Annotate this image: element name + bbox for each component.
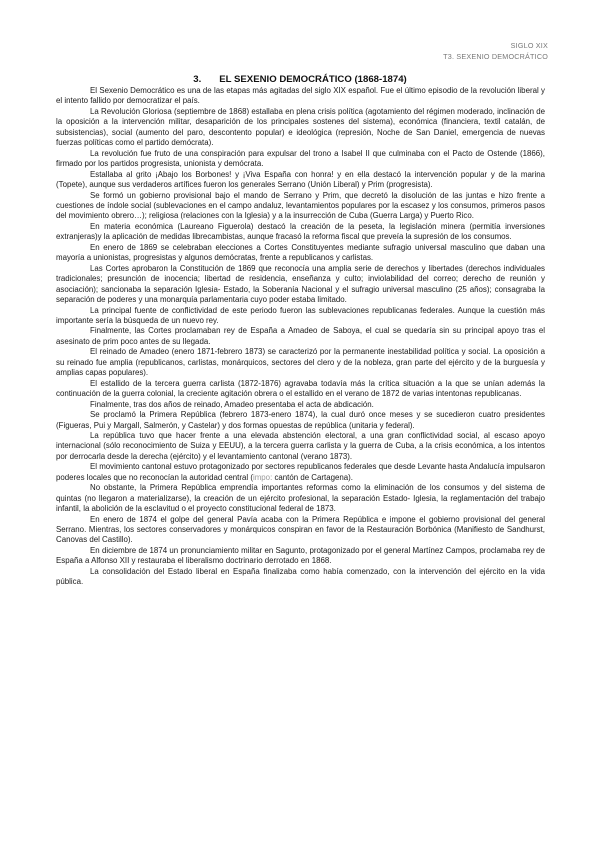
paragraph-economia: En materia económica (Laureano Figuerola) destacó la creación de la peseta, la legislación minera (permitía inversiones extranjeras)y la aplicación de medidas librecambistas, aunque fracasó la reforma fiscal que preveía la supresión de los consumos. [56, 221, 545, 242]
paragraph-primera-republica: Se proclamó la Primera República (febrero 1873-enero 1874), la cual duró once meses y se sucedieron cuatro presidentes (Figueras, Pui y Margall, Salmerón, y Castelar) y dos formas opuestas de república (unitaria y federal). [56, 410, 545, 430]
paragraph-cantonal [56, 462, 545, 483]
paragraph-revolucion-gloriosa: La Revolución Gloriosa (septiembre de 1868) estallaba en plena crisis política (agotamiento del régimen moderado, inclinación de la oposición a la intervención militar, desaparición de los principales sostenes del sistema), económica (financiera, textil catalán, de subsistencias), social (aumento del paro, descontento popular) e ideológica (represión, Noche de San Daniel, emergencia de nuevas fuerzas políticas como el partido demócrata). [56, 106, 545, 148]
header-topic: T3. SEXENIO DEMOCRÁTICO [443, 52, 548, 61]
paragraph-elecciones-1869: En enero de 1869 se celebraban elecciones a Cortes Constituyentes mediante sufragio universal masculino que daban una mayoría a unionistas, progresistas y algunos demócratas, frente a republicanos y carlistas. [56, 242, 545, 263]
section-number: 3. [193, 74, 202, 85]
section-title-text: EL SEXENIO DEMOCRÁTICO (1868-1874) [219, 74, 407, 85]
paragraph-reformas: No obstante, la Primera República emprendía importantes reformas como la eliminación de los consumos y del sistema de quintas (no llegaron a materializarse), la creación de un ejército profesional, la separación Estado- Iglesia, la reglamentación del trabajo infantil, la abolición de la esclavitud o el proyecto constitucional federal de 1873. [56, 483, 545, 514]
paragraph-reinado-amadeo: El reinado de Amadeo (enero 1871-febrero 1873) se caracterizó por la permanente inestabilidad política y social. La oposición a su reinado fue amplia (republicanos, carlistas, monárquicos, sectores del clero y de la nobleza, gran parte del ejército y de la burguesía y amplias capas populares). [56, 347, 545, 378]
paragraph-estallido: Estallaba al grito ¡Abajo los Borbones! y ¡Viva España con honra! y en ella destacó la intervención popular y de la marina (Topete), aunque sus verdaderos artífices fueron los generales Serrano (Unión Liberal) y Prim (progresista). [56, 169, 545, 190]
paragraph-constitucion-1869: Las Cortes aprobaron la Constitución de 1869 que reconocía una amplia serie de derechos y libertades (derechos individuales tradicionales; presunción de inocencia; libertad de residencia, enseñanza y culto; inviolabilidad del correo; derecho de reunión y asociación); sancionaba la separación Iglesia- Estado, la Soberanía Nacional y el sufragio universal masculino (25 años); consagraba la separación de poderes y una monarquía parlamentaria cuyo poder estaba limitado. [56, 263, 545, 305]
document-body [56, 86, 545, 588]
paragraph-abdicacion: Finalmente, tras dos años de reinado, Amadeo presentaba el acta de abdicación. [90, 399, 374, 409]
paragraph-conflictividad: La principal fuente de conflictividad de este periodo fueron las sublevaciones republicanas federales. Aunque la cuestión más importante sería la búsqueda de un nuevo rey. [56, 305, 545, 325]
header-course: SIGLO XIX [510, 41, 548, 50]
paragraph-intro: El Sexenio Democrático es una de las etapas más agitadas del siglo XIX español. Fue el último episodio de la revolución liberal y el intento fallido por democratizar el país. [56, 86, 545, 106]
paragraph-cantonal-end: cantón de Cartagena). [272, 472, 353, 482]
paragraph-golpe-pavia: En enero de 1874 el golpe del general Pavía acaba con la Primera República e impone el gobierno provisional del general Serrano. Mientras, los sectores conservadores y monárquicos conspiran en favor de la Restauración Borbónica (Manifiesto de Sandhurst, Canovas del Castillo). [56, 514, 545, 545]
paragraph-gobierno-provisional: Se formó un gobierno provisional bajo el mando de Serrano y Prim, que decretó la disolución de las juntas e hizo frente a cuestiones de índole social (sublevaciones en el campo andaluz, levantamientos populares por la escasez y los consumos, primeros pasos del movimiento obrero…); religiosa (relaciones con la Iglesia) y a la insurrección de Cuba (Guerra Larga) y Puerto Rico. [56, 190, 545, 221]
paragraph-conclusion: La consolidación del Estado liberal en España finalizaba como había comenzado, con la intervención del ejército en la vida pública. [56, 566, 545, 587]
paragraph-pacto-ostende: La revolución fue fruto de una conspiración para expulsar del trono a Isabel II que culminaba con el Pacto de Ostende (1866), firmado por los partidos progresista, unionista y demócrata. [56, 148, 545, 169]
paragraph-cantonal-text: El movimiento cantonal estuvo protagonizado por sectores republicanos federales que desde Levante hasta Andalucía impulsaron poderes locales que no reconocían la autoridad central ( [56, 462, 545, 482]
paragraph-sagunto: En diciembre de 1874 un pronunciamiento militar en Sagunto, protagonizado por el general Martínez Campos, proclamaba rey de España a Alfonso XII y restauraba el liberalismo doctrinario derrotado en 1868. [56, 545, 545, 566]
section-title [0, 74, 600, 85]
paragraph-problemas-republica: La república tuvo que hacer frente a una elevada abstención electoral, a una gran conflictividad social, al escaso apoyo internacional (sólo reconocimiento de Suiza y EEUU), a la tercera guerra carlista y la guerra de Cuba, a la crisis económica, a los intentos por derrocarla desde la derecha (ejército) y el levantamiento cantonal (verano 1873). [56, 430, 545, 461]
paragraph-amadeo-rey: Finalmente, las Cortes proclamaban rey de España a Amadeo de Saboya, el cual se quedaría sin su principal apoyo tras el asesinato de prim poco antes de su llegada. [56, 326, 545, 346]
highlighted-note: impo: [252, 472, 273, 482]
paragraph-guerra-carlista: El estallido de la tercera guerra carlista (1872-1876) agravaba todavía más la crítica situación a la que se unían además la continuación de la guerra colonial, la creciente agitación obrera o el estallido en el verano de 1872 de varias intentonas republicanas. [56, 378, 545, 399]
page-header [443, 40, 548, 62]
